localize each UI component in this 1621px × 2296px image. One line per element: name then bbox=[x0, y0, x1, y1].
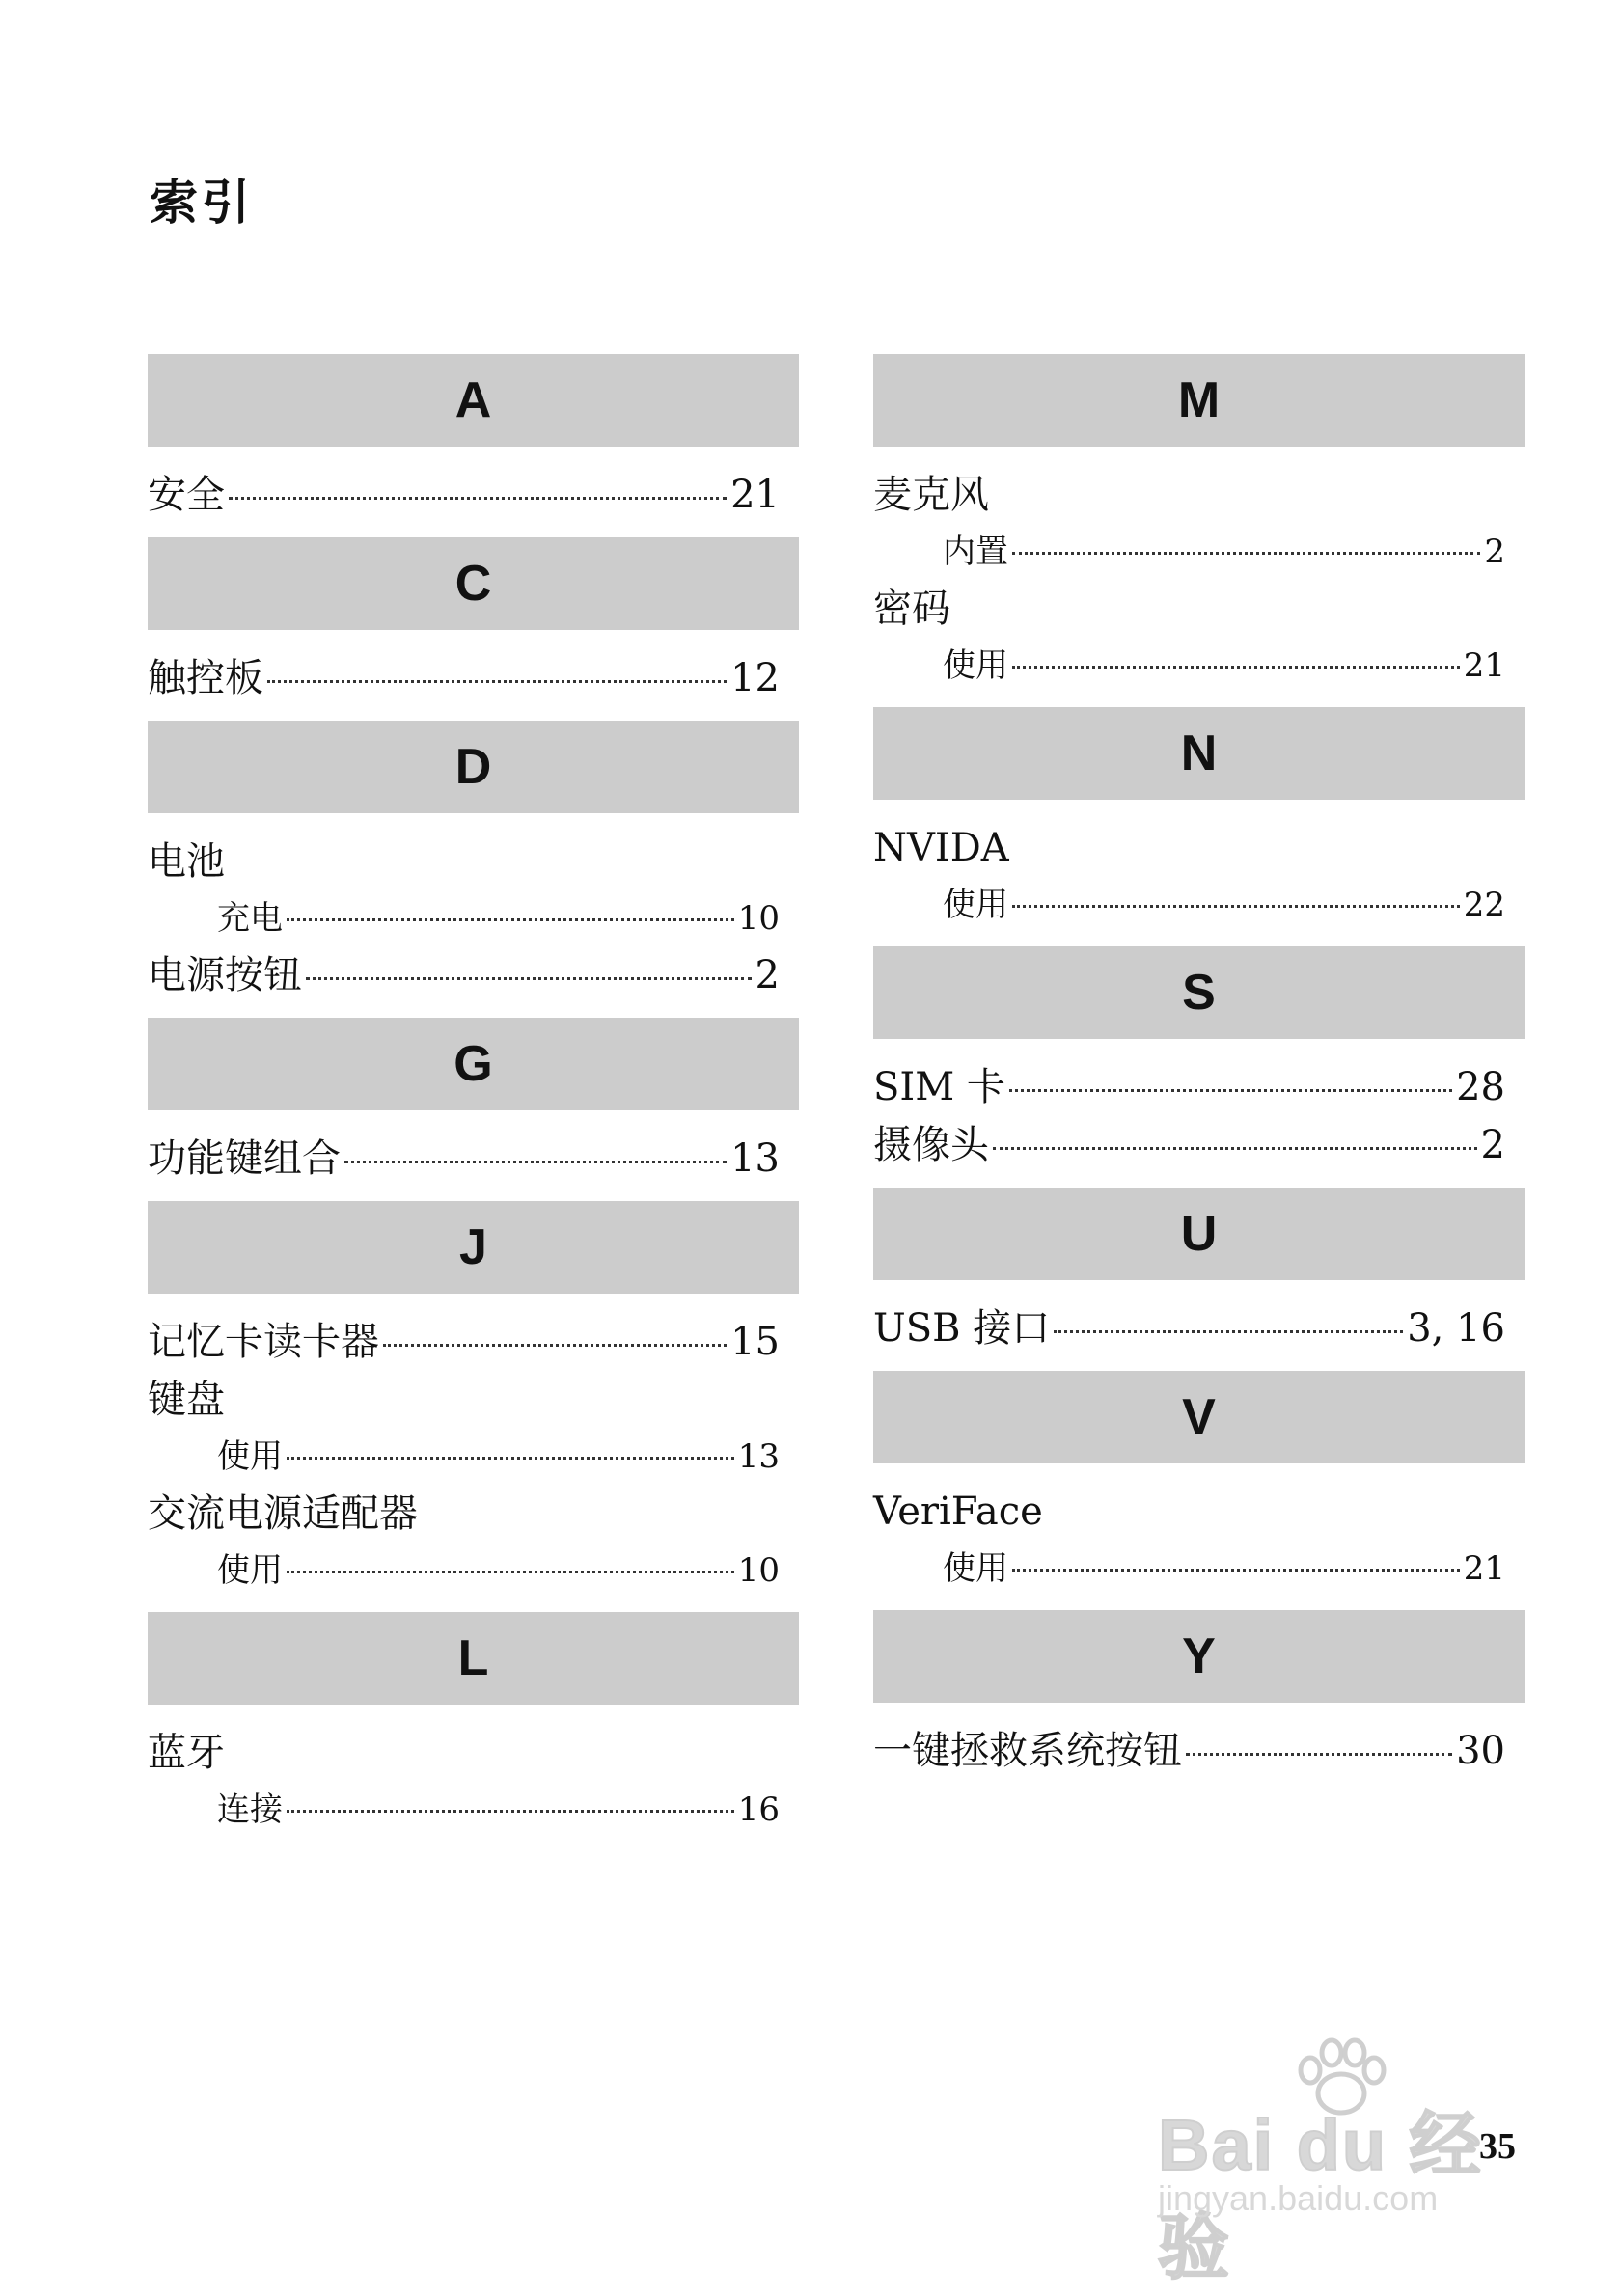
section-letter-header: C bbox=[148, 537, 799, 630]
page-number: 35 bbox=[1479, 2126, 1516, 2167]
index-subentry bbox=[873, 1541, 1525, 1597]
entry-page-ref: 21 bbox=[1463, 646, 1505, 685]
index-entry bbox=[873, 1722, 1525, 1780]
entry-label: 密码 bbox=[873, 587, 950, 631]
section-letter-header: U bbox=[873, 1188, 1525, 1280]
index-entry bbox=[873, 1116, 1525, 1174]
entry-list bbox=[148, 1705, 799, 1851]
index-subentry bbox=[873, 524, 1525, 580]
entry-label: USB 接口 bbox=[873, 1306, 1051, 1351]
entry-list bbox=[873, 800, 1525, 946]
entry-list bbox=[148, 630, 799, 721]
entry-page-ref: 22 bbox=[1463, 886, 1505, 924]
entry-label: 蓝牙 bbox=[148, 1731, 225, 1775]
section-letter-header: D bbox=[148, 721, 799, 813]
index-subentry bbox=[873, 638, 1525, 694]
index-entry bbox=[873, 819, 1525, 877]
index-subentry bbox=[148, 1782, 799, 1838]
entry-label: 触控板 bbox=[148, 656, 263, 700]
entry-label: 记忆卡读卡器 bbox=[148, 1320, 379, 1364]
section-letter-header: M bbox=[873, 354, 1525, 447]
section-letter-header: A bbox=[148, 354, 799, 447]
index-section-g bbox=[148, 1018, 799, 1201]
entry-label: VeriFace bbox=[873, 1490, 1043, 1534]
dot-leader bbox=[287, 1810, 734, 1813]
entry-page-ref: 2 bbox=[1480, 1123, 1505, 1167]
entry-page-ref: 13 bbox=[730, 1136, 780, 1181]
index-entry bbox=[148, 1313, 799, 1371]
section-letter-header: S bbox=[873, 946, 1525, 1039]
section-letter-header: V bbox=[873, 1371, 1525, 1463]
index-column-left bbox=[148, 354, 799, 1851]
entry-label: 使用 bbox=[943, 1549, 1008, 1588]
entry-label: 使用 bbox=[943, 646, 1008, 685]
dot-leader bbox=[287, 1571, 734, 1573]
index-entry bbox=[148, 1371, 799, 1429]
entry-page-ref: 12 bbox=[730, 656, 780, 700]
section-letter-header: G bbox=[148, 1018, 799, 1110]
index-entry bbox=[873, 580, 1525, 638]
entry-list bbox=[148, 1110, 799, 1201]
dot-leader bbox=[344, 1161, 727, 1163]
entry-list bbox=[873, 1280, 1525, 1371]
page-title: 索引 bbox=[150, 175, 254, 231]
entry-label: 使用 bbox=[217, 1437, 283, 1476]
dot-leader bbox=[1012, 905, 1460, 908]
entry-label: 麦克风 bbox=[873, 473, 989, 517]
entry-page-ref: 2 bbox=[755, 953, 780, 998]
dot-leader bbox=[1186, 1753, 1452, 1756]
section-letter-header: J bbox=[148, 1201, 799, 1294]
index-entry bbox=[873, 466, 1525, 524]
index-entry bbox=[148, 649, 799, 707]
section-letter-header: L bbox=[148, 1612, 799, 1705]
entry-label: 键盘 bbox=[148, 1378, 225, 1422]
index-section-a bbox=[148, 354, 799, 537]
entry-label: NVIDA bbox=[873, 826, 1009, 870]
index-entry bbox=[148, 1130, 799, 1188]
index-subentry bbox=[148, 890, 799, 946]
entry-page-ref: 30 bbox=[1456, 1729, 1505, 1773]
index-section-y bbox=[873, 1610, 1525, 1793]
dot-leader bbox=[267, 680, 727, 683]
entry-page-ref: 2 bbox=[1484, 533, 1505, 571]
baidu-jingyan-watermark bbox=[1139, 2036, 1525, 2287]
index-entry bbox=[148, 833, 799, 890]
watermark-brand: Bai du 经验 bbox=[1158, 2105, 1483, 2287]
index-section-d bbox=[148, 721, 799, 1018]
entry-label: 摄像头 bbox=[873, 1123, 989, 1167]
entry-page-ref: 16 bbox=[737, 1790, 780, 1829]
index-subentry bbox=[148, 1429, 799, 1485]
index-entry bbox=[873, 1299, 1525, 1357]
index-section-j bbox=[148, 1201, 799, 1612]
entry-page-ref: 10 bbox=[737, 1551, 780, 1590]
entry-label: 连接 bbox=[217, 1790, 283, 1829]
section-letter-header: Y bbox=[873, 1610, 1525, 1703]
index-entry bbox=[148, 1485, 799, 1543]
entry-page-ref: 21 bbox=[730, 473, 780, 517]
index-section-l bbox=[148, 1612, 799, 1851]
entry-page-ref: 3, 16 bbox=[1407, 1306, 1505, 1351]
entry-list bbox=[873, 1039, 1525, 1188]
index-section-c bbox=[148, 537, 799, 721]
dot-leader bbox=[229, 497, 727, 500]
index-section-v bbox=[873, 1371, 1525, 1610]
index-section-u bbox=[873, 1188, 1525, 1371]
dot-leader bbox=[1012, 552, 1480, 555]
entry-list bbox=[148, 813, 799, 1018]
index-subentry bbox=[148, 1543, 799, 1599]
entry-label: 使用 bbox=[217, 1551, 283, 1590]
index-section-m bbox=[873, 354, 1525, 707]
index-column-right bbox=[873, 354, 1525, 1793]
entry-label: 电池 bbox=[148, 839, 225, 884]
dot-leader bbox=[993, 1147, 1477, 1150]
entry-label: SIM 卡 bbox=[873, 1065, 1005, 1109]
entry-page-ref: 21 bbox=[1463, 1549, 1505, 1588]
entry-page-ref: 13 bbox=[737, 1437, 780, 1476]
dot-leader bbox=[306, 977, 752, 980]
entry-list bbox=[873, 447, 1525, 707]
entry-list bbox=[148, 1294, 799, 1612]
paw-logo-icon bbox=[1283, 2036, 1399, 2122]
entry-list bbox=[873, 1703, 1525, 1793]
index-entry bbox=[148, 1724, 799, 1782]
index-entry bbox=[148, 466, 799, 524]
index-entry bbox=[873, 1058, 1525, 1116]
index-section-s bbox=[873, 946, 1525, 1188]
index-subentry bbox=[873, 877, 1525, 933]
entry-label: 一键拯救系统按钮 bbox=[873, 1729, 1182, 1773]
entry-label: 功能键组合 bbox=[148, 1136, 341, 1181]
section-letter-header: N bbox=[873, 707, 1525, 800]
entry-page-ref: 15 bbox=[730, 1320, 780, 1364]
entry-label: 内置 bbox=[943, 533, 1008, 571]
entry-label: 使用 bbox=[943, 886, 1008, 924]
entry-page-ref: 28 bbox=[1456, 1065, 1505, 1109]
dot-leader bbox=[287, 1457, 734, 1460]
dot-leader bbox=[383, 1344, 727, 1347]
index-section-n bbox=[873, 707, 1525, 946]
dot-leader bbox=[1054, 1330, 1403, 1333]
dot-leader bbox=[1012, 1569, 1460, 1572]
entry-page-ref: 10 bbox=[737, 899, 780, 938]
entry-label: 安全 bbox=[148, 473, 225, 517]
dot-leader bbox=[1012, 666, 1460, 669]
watermark-url: jingyan.baidu.com bbox=[1158, 2178, 1439, 2218]
index-entry bbox=[873, 1483, 1525, 1541]
entry-label: 交流电源适配器 bbox=[148, 1491, 418, 1536]
index-entry bbox=[148, 946, 799, 1004]
entry-list bbox=[873, 1463, 1525, 1610]
dot-leader bbox=[287, 918, 734, 921]
dot-leader bbox=[1009, 1089, 1452, 1092]
entry-label: 充电 bbox=[217, 899, 283, 938]
entry-list bbox=[148, 447, 799, 537]
entry-label: 电源按钮 bbox=[148, 953, 302, 998]
